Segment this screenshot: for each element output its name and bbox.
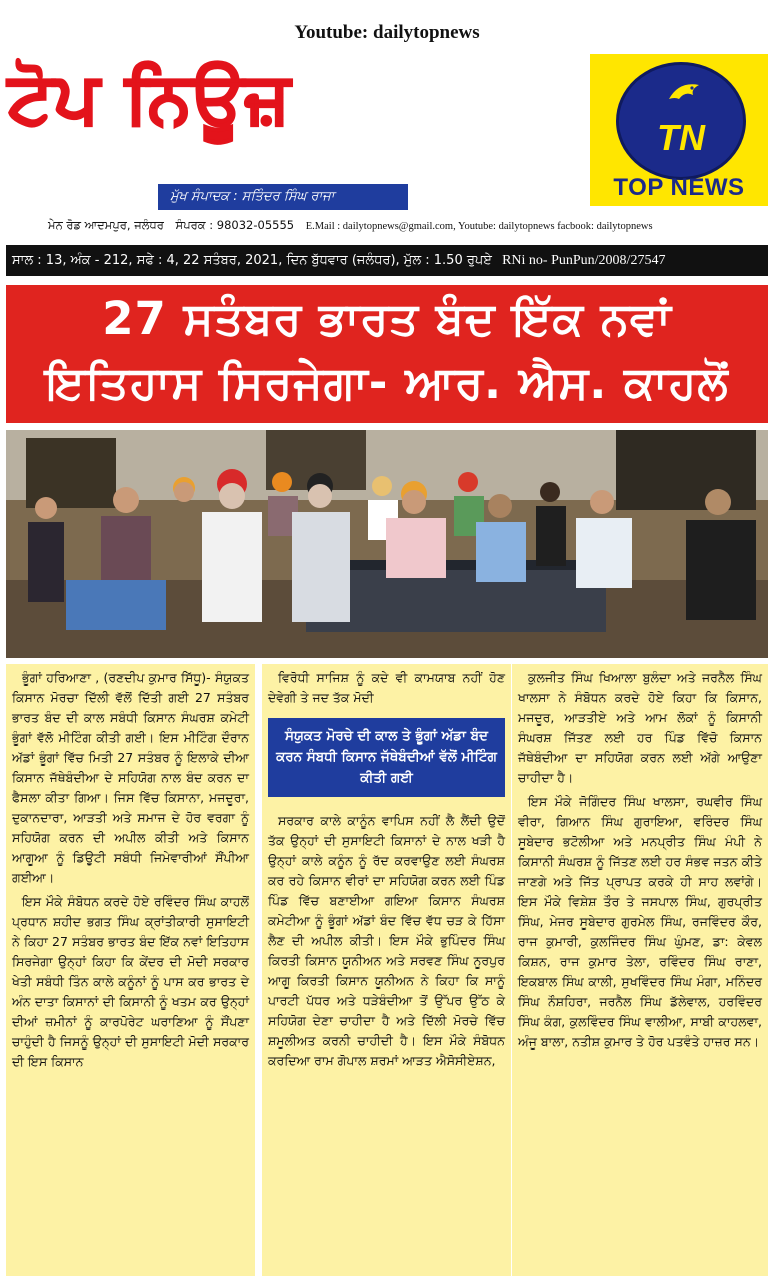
article-paragraph: ਵਿਰੋਧੀ ਸਾਜਿਸ਼ ਨੂੰ ਕਦੇ ਵੀ ਕਾਮਯਾਬ ਨਹੀਂ ਹੋਣ ਦੇਵੇਗੀ ਤੇ ਜਦ ਤੱਕ ਮੋਦੀ: [268, 670, 505, 705]
headline-line2: ਇਤਿਹਾਸ ਸਿਰਜੇਗਾ- ਆਰ. ਐਸ. ਕਾਹਲੋਂ: [45, 356, 729, 409]
article-column-1: [6, 664, 255, 1276]
address: ਮੇਨ ਰੋਡ ਆਦਮਪੁਰ, ਜਲੰਧਰ: [48, 218, 164, 232]
article-paragraph: ਕੁਲਜੀਤ ਸਿੰਘ ਖਿਆਲਾ ਬੁਲੰਦਾ ਅਤੇ ਜਰਨੈਲ ਸਿੰਘ ਖਾਲਸਾ ਨੇ ਸੰਬੋਧਨ ਕਰਦੇ ਹੋਏ ਕਿਹਾ ਕਿ ਕਿਸਾਨ, ਮਜਦੂਰ, ਆੜਤੀਏ ਅਤੇ ਆਮ ਲੋਕਾਂ ਨੂੰ ਕਿਸਾਨੀ ਸੰਘਰਸ਼ ਜਿੱਤਣ ਲਈ ਹਰ ਪਿੰਡ ਵਿੱਚੋ ਕਿਸਾਨ ਜੱਥੇਬੰਦੀਆ ਦਾ ਸਹਿਯੋਗ ਕਰਨ ਲਈ ਅੱਗੇ ਆਉਣਾ ਚਾਹੀਦਾ ਹੈ।: [518, 670, 762, 785]
boxed-subheadline: ਸੰਯੁਕਤ ਮੋਰਚੇ ਦੀ ਕਾਲ ਤੇ ਭੂੰਗਾਂ ਅੱਡਾ ਬੰਦ ਕਰਨ ਸੰਬਧੀ ਕਿਸਾਨ ਜੱਥੇਬੰਦੀਆਂ ਵੱਲੋਂ ਮੀਟਿੰਗ ਕੀਤੀ ਗਈ: [268, 718, 505, 797]
contact-line: [48, 218, 768, 233]
headline-line1: 27 ਸਤੰਬਰ ਭਾਰਤ ਬੰਦ ਇੱਕ ਨਵਾਂ: [102, 292, 672, 345]
top-news-logo: [590, 54, 768, 206]
article-column-3: [512, 664, 768, 1276]
email-social: E.Mail : dailytopnews@gmail.com, Youtube: dailytopnews facbook: dailytopnews: [305, 221, 653, 232]
rni-number: RNi no- PunPun/2008/27547: [502, 253, 666, 268]
article-paragraph: ਭੂੰਗਾਂ ਹਰਿਆਣਾ , (ਰਣਦੀਪ ਕੁਮਾਰ ਸਿੱਧੂ)- ਸੰਯੁਕਤ ਕਿਸਾਨ ਮੋਰਚਾ ਦਿੱਲੀ ਵੱਲੋਂ ਦਿੱਤੀ ਗਈ 27 ਸਤੰਬਰ ਭਾਰਤ ਬੰਦ ਦੀ ਕਾਲ ਸਬੰਧੀ ਕਿਸਾਨ ਸੰਘਰਸ਼ ਕਮੇਟੀ ਭੂੰਗਾਂ ਵੱਲੋ ਮੀਟਿੰਗ ਕੀਤੀ ਗਈ। ਇਸ ਮੀਟਿੰਗ ਦੌਰਾਨ ਅੱਡਾਂ ਭੂੰਗਾਂ ਵਿੱਚ ਮਿਤੀ 27 ਸਤੰਬਰ ਨੂੰ ਇਲਾਕੇ ਦੀਆ ਕਿਸਾਨ ਜੱਥੇਬੰਦੀਆ ਦੇ ਸਹਿਯੋਗ ਨਾਲ ਬੰਦ ਕਰਨ ਦਾ ਫੈਸਲਾ ਕੀਤਾ ਗਿਆ। ਜਿਸ ਵਿੱਚ ਕਿਸਾਨਾ, ਮਜਦੂਰਾ, ਦੁਕਾਨਦਾਰਾ, ਆੜਤੀ ਅਤੇ ਸਮਾਜ ਦੇ ਹੋਰ ਵਰਗਾ ਨੂੰ ਸਹਿਯੋਗ ਕਰਨ ਦੀ ਅਪੀਲ ਕੀਤੀ ਅਤੇ ਕਿਸਾਨ ਆਗੂਆ ਨੂੰ ਡਿਊਟੀ ਸਬੰਧੀ ਜਿਮੇਵਾਰੀਆਂ ਸੌਂਪੀਆ ਗਈਆ।: [12, 670, 249, 885]
masthead: [8, 48, 578, 156]
logo-circle: [616, 62, 746, 180]
headline: [6, 285, 768, 423]
group-photo-illustration: [6, 430, 768, 658]
logo-brand: TOP NEWS: [613, 174, 745, 201]
article-paragraph: ਸਰਕਾਰ ਕਾਲੇ ਕਾਨੂੰਨ ਵਾਪਿਸ ਨਹੀਂ ਲੈ ਲੈਂਦੀ ਉਦੋਂ ਤੱਕ ਉਨ੍ਹਾਂ ਦੀ ਸੁਸਾਇਟੀ ਕਿਸਾਨਾਂ ਦੇ ਨਾਲ ਖੜੀ ਹੈ ਉਨ੍ਹਾਂ ਕਾਲੇ ਕਨੂੰਨ ਨੂੰ ਰੱਦ ਕਰਵਾਉਣ ਲਈ ਸੰਘਰਸ਼ ਕਰ ਰਹੇ ਕਿਸਾਨ ਵੀਰਾਂ ਦਾ ਸਹਿਯੋਗ ਕਰਨ ਲਈ ਪਿੰਡ ਪਿੰਡ ਵਿੱਚ ਬਣਾਈਆ ਗਇਆ ਕਿਸਾਨ ਸੰਘਰਸ਼ ਕਮੇਟੀਆ ਨੂੰ ਭੂੰਗਾਂ ਅੱਡਾਂ ਬੰਦ ਵਿੱਚ ਵੱਧ ਚੜ ਕੇ ਹਿੱਸਾ ਲੈਣ ਦੀ ਅਪੀਲ ਕੀਤੀ। ਇਸ ਮੌਕੇ ਭੁਪਿੰਦਰ ਸਿੰਘ ਕਿਰਤੀ ਕਿਸਾਨ ਯੂਨੀਅਨ ਅਤੇ ਸਰਵਣ ਸਿੰਘ ਨੂਰਪੁਰ ਆਗੂ ਕਿਰਤੀ ਕਿਸਾਨ ਯੂਨੀਅਨ ਨੇ ਕਿਹਾ ਕਿ ਸਾਨੂੰ ਪਾਰਟੀ ਪੱਧਰ ਅਤੇ ਧੜੇਬੰਦੀਆ ਤੋਂ ਉੱਪਰ ਉੱਠ ਕੇ ਸਹਿਯੋਗ ਦੇਣਾ ਚਾਹੀਦਾ ਹੈ ਅਤੇ ਦਿੱਲੀ ਮੋਰਚੇ ਵਿੱਚ ਸ਼ਮੂਲੀਅਤ ਕਰਨੀ ਚਾਹੀਦੀ ਹੈ। ਇਸ ਮੌਕੇ ਸੰਬੋਧਨ ਕਰਦਿਆ ਰਾਮ ਗੋਪਾਲ ਸ਼ਰਮਾਂ ਆੜਤ ਐਸੋਸੀਏਸ਼ਨ,: [268, 813, 505, 1068]
youtube-line: Youtube: dailytopnews: [294, 22, 480, 43]
issue-details: ਸਾਲ : 13, ਅੰਕ - 212, ਸਫੇ : 4, 22 ਸਤੰਬਰ, 2021, ਦਿਨ ਬੁੱਧਵਾਰ (ਜਲੰਧਰ), ਮੁੱਲ : 1.50 ਰੁਪਏ: [12, 253, 492, 268]
article-column-2: [262, 664, 511, 1276]
group-photo: [6, 430, 768, 658]
editor-line: ਮੁੱਖ ਸੰਪਾਦਕ : ਸਤਿੰਦਰ ਸਿੰਘ ਰਾਜਾ: [158, 184, 408, 210]
article-paragraph: ਇਸ ਮੌਕੇ ਜੋਗਿੰਦਰ ਸਿੰਘ ਖਾਲਸਾ, ਰਘਵੀਰ ਸਿੰਘ ਵੀਰਾ, ਗਿਆਨ ਸਿੰਘ ਗੁਰਾਇਆ, ਵਰਿੰਦਰ ਸਿੰਘ ਸੂਬੇਦਾਰ ਭਟੋਲੀਆ ਅਤੇ ਮਨਪ੍ਰੀਤ ਸਿੰਘ ਮੰਪੀ ਨੇ ਕਿਸਾਨੀ ਸੰਘਰਸ਼ ਨੂੰ ਜਿੱਤਣ ਲਈ ਹਰ ਸੰਭਵ ਜਤਨ ਕੀਤੇ ਜਾਣਗੇ ਅਤੇ ਜਿੱਤ ਪ੍ਰਾਪਤ ਕਰਕੇ ਹੀ ਸਾਹ ਲਵਾਂਗੇ। ਇਸ ਮੌਕੇ ਵਿਸ਼ੇਸ਼ ਤੌਰ ਤੇ ਜਸਪਾਲ ਸਿੰਘ, ਗੁਰਪ੍ਰੀਤ ਸਿੰਘ, ਮੇਜਰ ਸੂਬੇਦਾਰ ਗੁਰਮੇਲ ਸਿੰਘ, ਰਜਵਿੰਦਰ ਕੌਰ, ਰਾਜ ਕੁਮਾਰੀ, ਕੁਲਜਿੰਦਰ ਸਿੰਘ ਘੁੰਮਣ, ਡਾ: ਕੇਵਲ ਕਿਸ਼ਨ, ਰਾਜ ਕੁਮਾਰ ਤੇਲਾ, ਰਵਿੰਦਰ ਸਿੰਘ ਰਾਣਾ, ਇਕਬਾਲ ਸਿੰਘ ਕਾਲੀ, ਸੁਖਵਿੰਦਰ ਸਿੰਘ ਮੰਗਾ, ਮਨਿੰਦਰ ਸਿੰਘ ਨੌਸ਼ਹਿਰਾ, ਜਰਨੈਲ ਸਿੰਘ ਡੱਲੇਵਾਲ, ਹਰਵਿੰਦਰ ਸਿੰਘ ਕੰਗ, ਕੁਲਵਿੰਦਰ ਸਿੰਘ ਵਾਲੀਆ, ਸਾਬੀ ਕਾਹਲਵਾ, ਅੰਜੂ ਬਾਲਾ, ਨਤੀਸ਼ ਕੁਮਾਰ ਤੇ ਹੋਰ ਪਤਵੰਤੇ ਹਾਜ਼ਰ ਸਨ।: [518, 794, 762, 1049]
issue-bar: [6, 245, 768, 276]
logo-monogram: TN: [657, 117, 705, 158]
phone: ਸੰਪਰਕ : 98032-05555: [175, 218, 295, 232]
masthead-title: ਟੋਪ ਨਿਊਜ਼: [8, 57, 291, 139]
article-paragraph: ਇਸ ਮੌਕੇ ਸੰਬੋਧਨ ਕਰਦੇ ਹੋਏ ਰਵਿੰਦਰ ਸਿੰਘ ਕਾਹਲੋਂ ਪ੍ਰਧਾਨ ਸ਼ਹੀਦ ਭਗਤ ਸਿੰਘ ਕ੍ਰਾਂਤੀਕਾਰੀ ਸੁਸਾਇਟੀ ਨੇ ਕਿਹਾ 27 ਸਤੰਬਰ ਭਾਰਤ ਬੰਦ ਇੱਕ ਨਵਾਂ ਇਤਿਹਾਸ ਸਿਰਜੇਗਾ ਉਨ੍ਹਾਂ ਕਿਹਾ ਕਿ ਕੇਂਦਰ ਦੀ ਮੋਦੀ ਸਰਕਾਰ ਖੇਤੀ ਸਬੰਧੀ ਤਿੰਨ ਕਾਲੇ ਕਨੂੰਨਾਂ ਨੂੰ ਪਾਸ ਕਰ ਭਾਰਤ ਦੇ ਅੰਨ ਦਾਤਾ ਕਿਸਾਨਾਂ ਦੀ ਕਿਸਾਨੀ ਨੂੰ ਖਤਮ ਕਰ ਉਨ੍ਹਾਂ ਦੀਆਂ ਜ਼ਮੀਨਾਂ ਨੂੰ ਕਾਰਪੋਰੇਟ ਘਰਾਣਿਆ ਨੂੰ ਸੌਂਪਣਾ ਚਾਹੁੰਦੀ ਹੈ ਜਿਸਨੂੰ ਉਨ੍ਹਾਂ ਦੀ ਸੁਸਾਇਟੀ ਮੋਦੀ ਸਰਕਾਰ ਦੀ ਇਸ ਕਿਸਾਨ: [12, 894, 249, 1069]
eagle-icon: [665, 77, 705, 117]
